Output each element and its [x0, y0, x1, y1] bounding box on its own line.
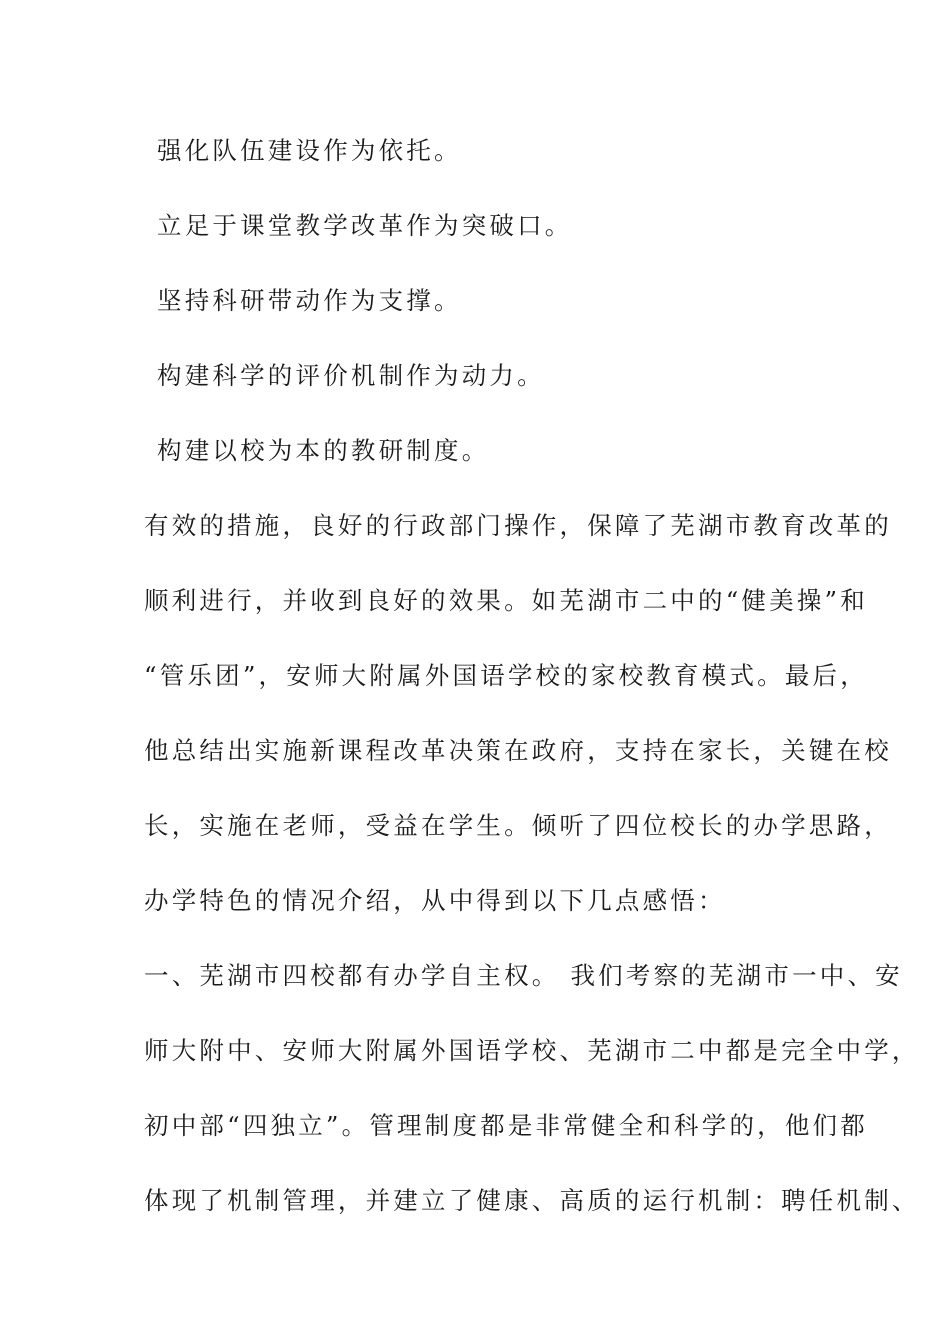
- list-item: 立足于课堂教学改革作为突破口。: [157, 211, 573, 240]
- paragraph-line: 初中部“四独立”。管理制度都是非常健全和科学的，他们都: [144, 1111, 868, 1140]
- list-item: 坚持科研带动作为支撑。: [157, 286, 462, 315]
- paragraph-line: 长，实施在老师，受益在学生。倾听了四位校长的办学思路，: [144, 811, 892, 840]
- paragraph-line: 他总结出实施新课程改革决策在政府，支持在家长，关键在校: [144, 736, 892, 765]
- paragraph-line: “管乐团”，安师大附属外国语学校的家校教育模式。最后，: [144, 661, 868, 690]
- paragraph-line: 办学特色的情况介绍，从中得到以下几点感悟：: [144, 886, 726, 915]
- paragraph-line: 体现了机制管理，并建立了健康、高质的运行机制：聘任机制、: [144, 1186, 920, 1215]
- list-item: 构建以校为本的教研制度。: [157, 436, 490, 465]
- list-item: 强化队伍建设作为依托。: [157, 136, 462, 165]
- list-item: 构建科学的评价机制作为动力。: [157, 361, 545, 390]
- paragraph-line: 师大附中、安师大附属外国语学校、芜湖市二中都是完全中学，: [144, 1036, 920, 1065]
- paragraph-line: 一、芜湖市四校都有办学自主权。 我们考察的芜湖市一中、安: [144, 961, 903, 990]
- paragraph-line: 顺利进行，并收到良好的效果。如芜湖市二中的“健美操”和: [144, 586, 868, 615]
- paragraph-line: 有效的措施，良好的行政部门操作，保障了芜湖市教育改革的: [144, 511, 892, 540]
